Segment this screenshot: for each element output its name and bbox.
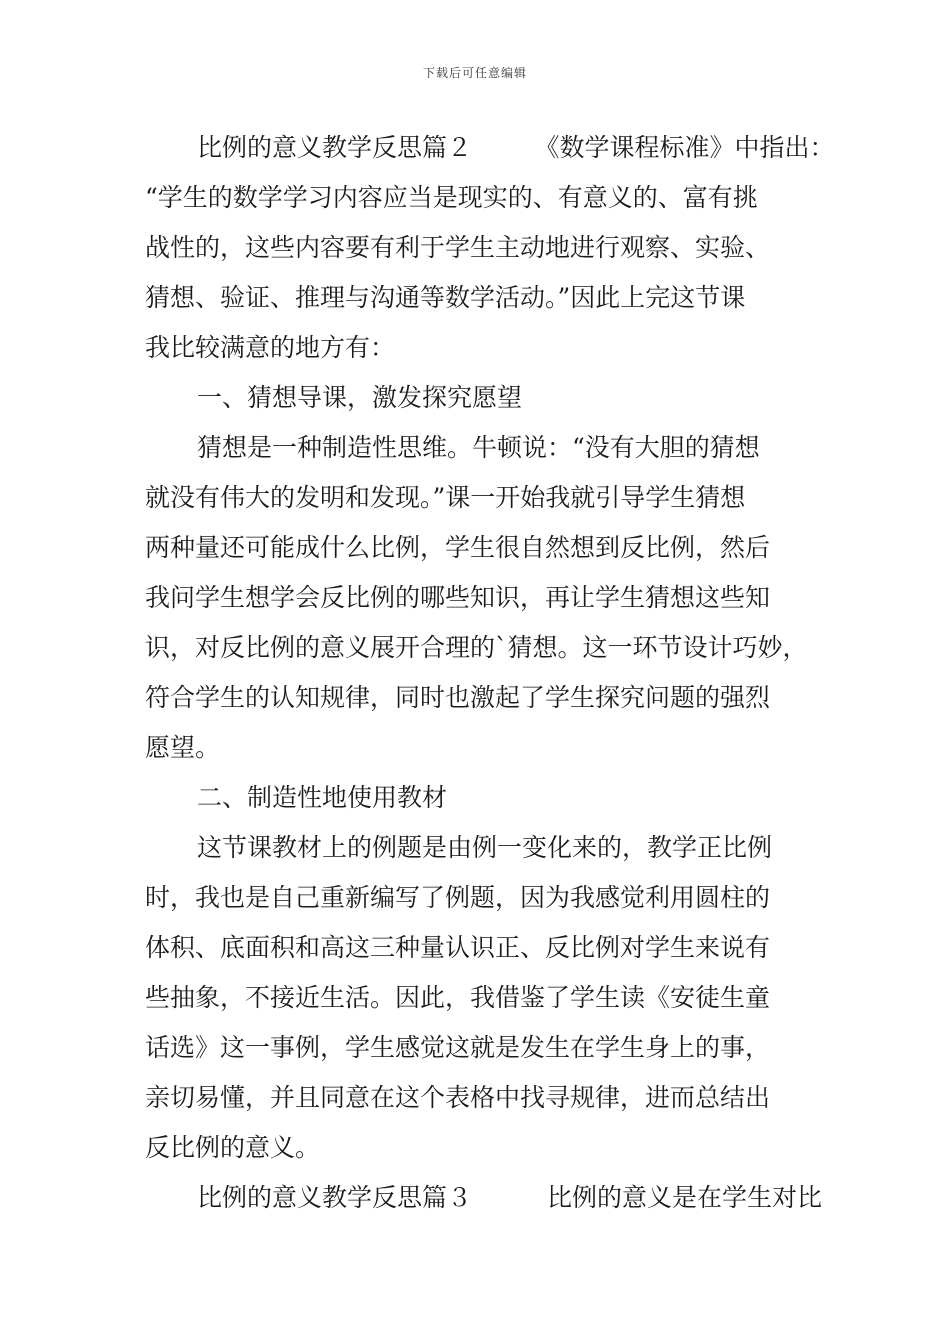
line-22: 比例的意义教学反思篇３ 比例的意义是在学生对比	[197, 1183, 823, 1212]
line-18: 些抽象，不接近生活。因此，我借鉴了学生读《安徒生童	[145, 983, 771, 1012]
line-8: 就没有伟大的发明和发现。”课一开始我就引导学生猜想	[145, 483, 746, 512]
line-7: 猜想是一种制造性思维。牛顿说：“没有大胆的猜想	[197, 433, 760, 462]
line-5: 我比较满意的地方有：	[145, 333, 396, 362]
line-13: 愿望。	[145, 733, 221, 762]
line-9: 两种量还可能成什么比例，学生很自然想到反比例，然后	[145, 533, 771, 562]
line-2: “学生的数学学习内容应当是现实的、有意义的、富有挑	[145, 183, 758, 212]
line-17: 体积、底面积和高这三种量认识正、反比例对学生来说有	[145, 933, 771, 962]
line-16: 时，我也是自己重新编写了例题，因为我感觉利用圆柱的	[145, 883, 771, 912]
line-21: 反比例的意义。	[145, 1133, 321, 1162]
line-1: 比例的意义教学反思篇２ 《数学课程标准》中指出：	[197, 133, 835, 162]
line-15: 这节课教材上的例题是由例一变化来的，教学正比例	[197, 833, 773, 862]
line-12: 符合学生的认知规律，同时也激起了学生探究问题的强烈	[145, 683, 771, 712]
section-heading-1: 一、猜想导课，激发探究愿望	[197, 383, 523, 412]
section-heading-2: 二、制造性地使用教材	[197, 783, 448, 812]
line-20: 亲切易懂，并且同意在这个表格中找寻规律，进而总结出	[145, 1083, 771, 1112]
line-10: 我问学生想学会反比例的哪些知识，再让学生猜想这些知	[145, 583, 771, 612]
line-3: 战性的，这些内容要有利于学生主动地进行观察、实验、	[145, 233, 771, 262]
line-19: 话选》这一事例，学生感觉这就是发生在学生身上的事，	[145, 1033, 771, 1062]
line-11: 识，对反比例的意义展开合理的`猜想。这一环节设计巧妙，	[145, 633, 808, 662]
page-header: 下载后可任意编辑	[422, 66, 527, 80]
line-4: 猜想、验证、推理与沟通等数学活动。”因此上完这节课	[145, 283, 746, 312]
